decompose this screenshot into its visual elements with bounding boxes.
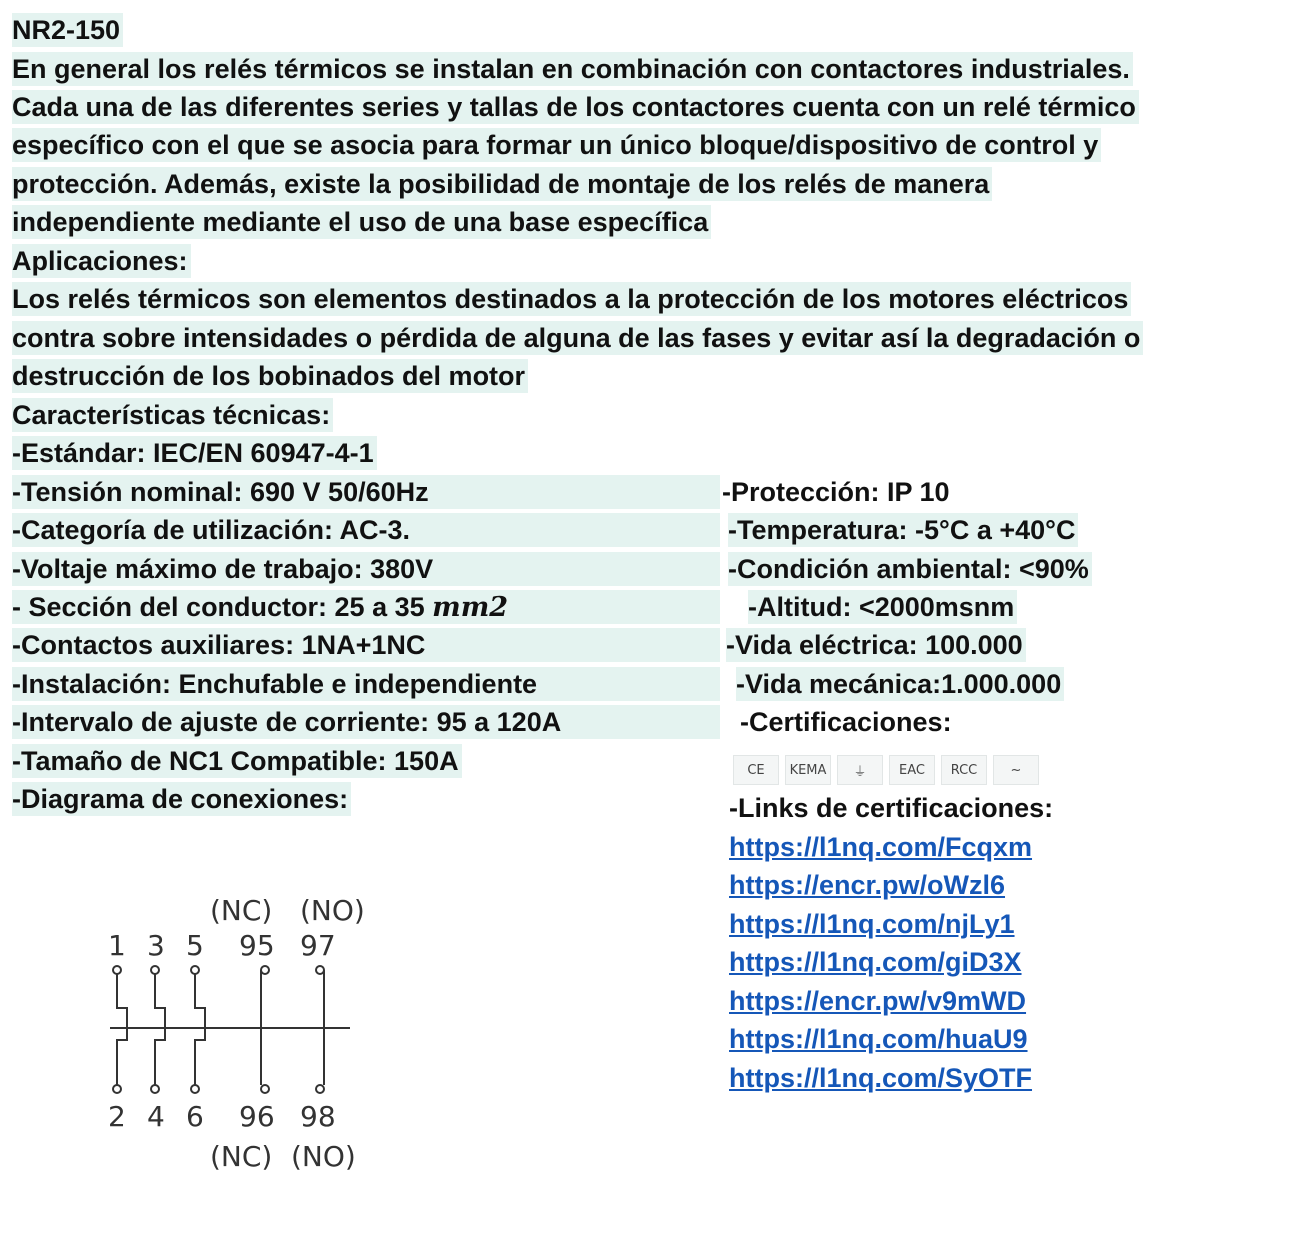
spec-diagram-label: -Diagrama de conexiones: bbox=[12, 782, 351, 816]
diagram-bottom-tag-nc: (NC) bbox=[210, 1140, 273, 1173]
intro-line: independiente mediante el uso de una base específica bbox=[12, 205, 711, 239]
diagram-terminal-6: 6 bbox=[186, 1100, 204, 1133]
diagram-top-tag-no: (NO) bbox=[300, 894, 365, 927]
cert-link[interactable]: https://l1nq.com/giD3X bbox=[729, 947, 1022, 977]
cert-link[interactable]: https://l1nq.com/njLy1 bbox=[729, 909, 1015, 939]
eac-mark-icon: EAC bbox=[889, 755, 935, 785]
kema-mark-icon: KEMA bbox=[785, 755, 831, 785]
spec-standard: -Estándar: IEC/EN 60947-4-1 bbox=[12, 436, 377, 470]
spec-nc1-size: -Tamaño de NC1 Compatible: 150A bbox=[12, 744, 462, 778]
diagram-terminal-2: 2 bbox=[108, 1100, 126, 1133]
cert-link[interactable]: https://encr.pw/oWzl6 bbox=[729, 870, 1006, 900]
spec-installation: -Instalación: Enchufable e independiente bbox=[12, 667, 720, 701]
spec-certifications: -Certificaciones: bbox=[740, 707, 952, 737]
intro-line: específico con el que se asocia para formar un único bloque/dispositivo de control y bbox=[12, 128, 1101, 162]
diagram-terminal-1: 1 bbox=[108, 929, 126, 962]
ground-mark-icon: ⏚ bbox=[837, 755, 883, 785]
certification-badges bbox=[733, 753, 1039, 787]
links-heading: -Links de certificaciones: bbox=[729, 793, 1054, 823]
diagram-terminal-97: 97 bbox=[300, 929, 336, 962]
spec-max-voltage: -Voltaje máximo de trabajo: 380V bbox=[12, 552, 720, 586]
applications-line: destrucción de los bobinados del motor bbox=[12, 359, 528, 393]
spec-voltage: -Tensión nominal: 690 V 50/60Hz bbox=[12, 475, 720, 509]
cert-link[interactable]: https://l1nq.com/huaU9 bbox=[729, 1024, 1028, 1054]
spec-ambient: -Condición ambiental: <90% bbox=[728, 552, 1092, 586]
spec-altitude: -Altitud: <2000msnm bbox=[748, 590, 1017, 624]
intro-line: protección. Además, existe la posibilidad de montaje de los relés de manera bbox=[12, 167, 992, 201]
cert-link[interactable]: https://encr.pw/v9mWD bbox=[729, 986, 1027, 1016]
cert-link[interactable]: https://l1nq.com/SyOTF bbox=[729, 1063, 1033, 1093]
diagram-bottom-tag-no: (NO) bbox=[291, 1140, 356, 1173]
spec-current-range: -Intervalo de ajuste de corriente: 95 a 120A bbox=[12, 705, 720, 739]
ce-mark-icon: CE bbox=[733, 755, 779, 785]
spec-conductor-label: - Sección del conductor: 25 a 35 bbox=[12, 592, 433, 622]
diagram-terminal-95: 95 bbox=[239, 929, 275, 962]
applications-heading: Aplicaciones: bbox=[12, 244, 191, 278]
diagram-top-tag-nc: (NC) bbox=[210, 894, 273, 927]
spec-protection: -Protección: IP 10 bbox=[722, 477, 950, 507]
diagram-wiring bbox=[110, 966, 350, 1093]
cert-link[interactable]: https://l1nq.com/Fcqxm bbox=[729, 832, 1033, 862]
applications-line: Los relés térmicos son elementos destinados a la protección de los motores eléctricos bbox=[12, 282, 1131, 316]
spec-mechanical-life: -Vida mecánica:1.000.000 bbox=[736, 667, 1064, 701]
intro-line: En general los relés térmicos se instalan en combinación con contactores industriales. bbox=[12, 52, 1133, 86]
applications-line: contra sobre intensidades o pérdida de alguna de las fases y evitar así la degradación o bbox=[12, 321, 1143, 355]
connection-diagram bbox=[95, 890, 395, 1190]
spec-electrical-life: -Vida eléctrica: 100.000 bbox=[726, 628, 1026, 662]
spec-category: -Categoría de utilización: AC-3. bbox=[12, 513, 720, 547]
wave-mark-icon: ~ bbox=[993, 755, 1039, 785]
diagram-terminal-3: 3 bbox=[147, 929, 165, 962]
specs-heading: Características técnicas: bbox=[12, 398, 333, 432]
spec-conductor-section bbox=[12, 590, 720, 624]
conductor-unit: mm2 bbox=[432, 592, 509, 623]
spec-aux-contacts: -Contactos auxiliares: 1NA+1NC bbox=[12, 628, 720, 662]
diagram-terminal-4: 4 bbox=[147, 1100, 165, 1133]
rcc-mark-icon: RCC bbox=[941, 755, 987, 785]
page-title: NR2-150 bbox=[12, 13, 123, 47]
diagram-terminal-96: 96 bbox=[239, 1100, 275, 1133]
diagram-terminal-5: 5 bbox=[186, 929, 204, 962]
diagram-terminal-98: 98 bbox=[300, 1100, 336, 1133]
spec-temperature: -Temperatura: -5°C a +40°C bbox=[728, 513, 1078, 547]
intro-line: Cada una de las diferentes series y tallas de los contactores cuenta con un relé térmico bbox=[12, 90, 1139, 124]
